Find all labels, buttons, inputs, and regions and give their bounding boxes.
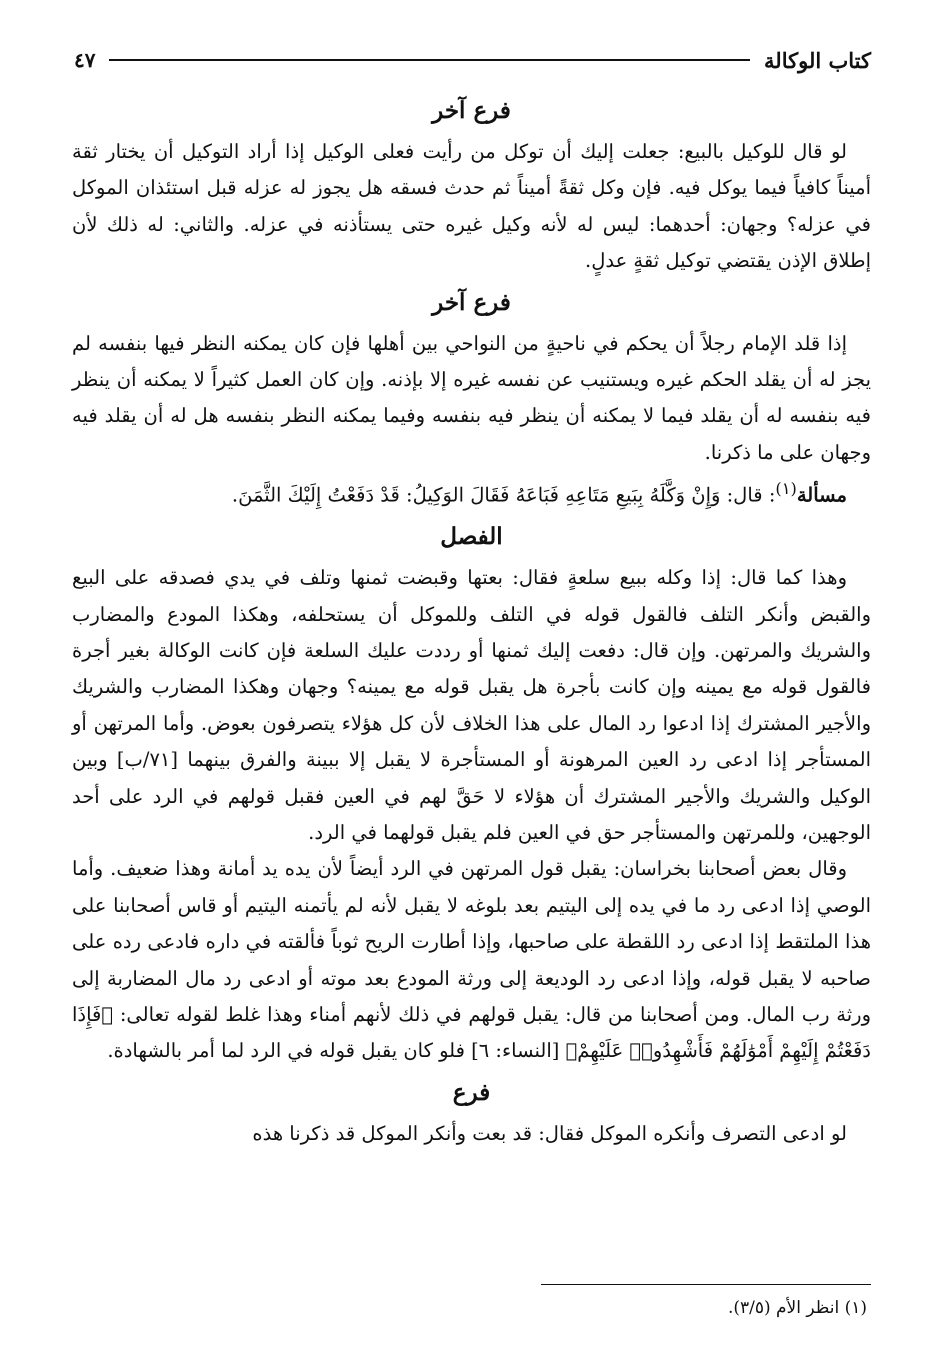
- book-title: كتاب الوكالة: [764, 47, 871, 73]
- running-header: [74, 40, 871, 80]
- footnote-ref: (١): [775, 479, 797, 499]
- quran-verse: ﴿فَإِذَا دَفَعْتُمْ إِلَيْهِمْ أَمْوَٰلَهُمْ فَأَشْهِدُوا۟ عَلَيْهِمْ﴾: [72, 1003, 871, 1063]
- fasl-paragraph-2: [72, 851, 871, 1069]
- fasl-heading: الفصل: [440, 523, 503, 551]
- fasl-paragraph-1: وهذا كما قال: إذا وكله ببيع سلعةٍ فقال: بعتها وقبضت ثمنها وتلف في يدي فصدقه على البيع والقبض وأنكر التلف فالقول قوله في التلف وللموكل أن يستحلفه، وهكذا المودع والمضارب والشريك والمرتهن. وإن قال: دفعت إليك ثمنها أو رددت عليك السلعة فإن كانت الوكالة بغير أجرة فالقول قوله مع يمينه وإن كانت بأجرة هل يقبل قوله مع يمينه؟ وجهان وهكذا المضارب والشريك والأجير المشترك إذا ادعوا رد المال على هذا الخلاف لأن كل هؤلاء يتصرفون بعوض. وأما المرتهن أو المستأجر إذا ادعى رد العين المرهونة أو المستأجرة لا يقبل إلا ببينة والفرق بينهما [٧١/ب] وبين الوكيل والشريك والأجير المشترك أن هؤلاء لا حَقَّ لهم في العين فقبل قولهم في الرد على أحد الوجهين، وللمرتهن والمستأجر حق في العين فلم يقبل قولهما في الرد.: [72, 566, 871, 844]
- footnote: [728, 1298, 867, 1318]
- last-section-heading: فرع: [452, 1078, 491, 1106]
- fasl-paragraph-2-text: وقال بعض أصحابنا بخراسان: يقبل قول المرتهن في الرد أيضاً لأن يده يد أمانة وهذا ضعيف. وأما الوصي إذا ادعى رد ما في يده إلى اليتيم بعد بلوغه لا يقبل لأنه لم يأتمنه اليتيم أو قاس أصحابنا على هذا الملتقط إذا ادعى رد اللقطة على صاحبها، وإذا أطارت الريح ثوباً فألقته في داره فادعى رده على صاحبه لا يقبل قوله، وإذا ادعى رد الوديعة إلى ورثة المودع بعد موته أو ادعى رد مال المضاربة إلى ورثة رب المال. ومن أصحابنا من قال: يقبل قولهم في ذلك لأنهم أمناء وهذا غلط لقوله تعالى:: [72, 857, 871, 1027]
- footnote-text: انظر الأم (٣/٥).: [727, 1298, 840, 1318]
- last-paragraph: لو ادعى التصرف وأنكره الموكل فقال: قد بعت وأنكر الموكل قد ذكرنا هذه: [252, 1121, 847, 1145]
- fasl-paragraph-2-end: فلو كان يقبل قوله في الرد لما أمر بالشهادة.: [107, 1039, 465, 1063]
- paragraph-1: لو قال للوكيل بالبيع: جعلت إليك أن توكل من رأيت فعلى الوكيل إذا أراد التوكيل أن يختار ثقة أميناً كافياً فيما يوكل فيه. فإن وكل ثقةً أميناً ثم حدث فسقه هل يجوز له عزله قبل استئذان الموكل في عزله؟ وجهان: أحدهما: ليس له لأنه وكيل غيره حتى يستأذنه في عزله. والثاني: له ذلك لأن إطلاق الإذن يقتضي توكيل ثقةٍ عدلٍ.: [72, 140, 871, 273]
- masala-label: مسألة: [796, 483, 847, 507]
- section-heading-1: فرع آخر: [432, 97, 511, 124]
- header-rule: [109, 59, 750, 61]
- paragraph-2: إذا قلد الإمام رجلاً أن يحكم في ناحيةٍ من النواحي بين أهلها فإن كان يمكنه النظر فيها بنفسه لم يجز له أن يقلد الحكم غيره ويستنيب عن نفسه غيره إلا بإذنه. وإن كان العمل كثيراً لا يمكنه أن ينظر فيه بنفسه له أن يقلد فيما لا يمكنه أن ينظر فيه بنفسه وفيما يمكنه النظر بنفسه هل له أن يقلد فيه وجهان على ما ذكرنا.: [72, 331, 871, 464]
- page-number: ٤٧: [74, 48, 96, 72]
- masala-paragraph: [72, 471, 871, 514]
- footnote-rule: [541, 1284, 871, 1285]
- footnote-number: (١): [844, 1298, 867, 1318]
- section-heading-2: فرع آخر: [432, 288, 511, 316]
- quran-reference: [النساء: ٦]: [471, 1039, 560, 1063]
- page-body: [72, 88, 871, 1152]
- masala-text: : قال: وَإِنْ وَكَّلَهُ بِبَيعِ مَتَاعِهِ فَبَاعَهُ فَقَالَ الوَكِيلُ: قَدْ دَفَعْتُ إِلَيْكَ الثَّمَنَ.: [231, 483, 776, 507]
